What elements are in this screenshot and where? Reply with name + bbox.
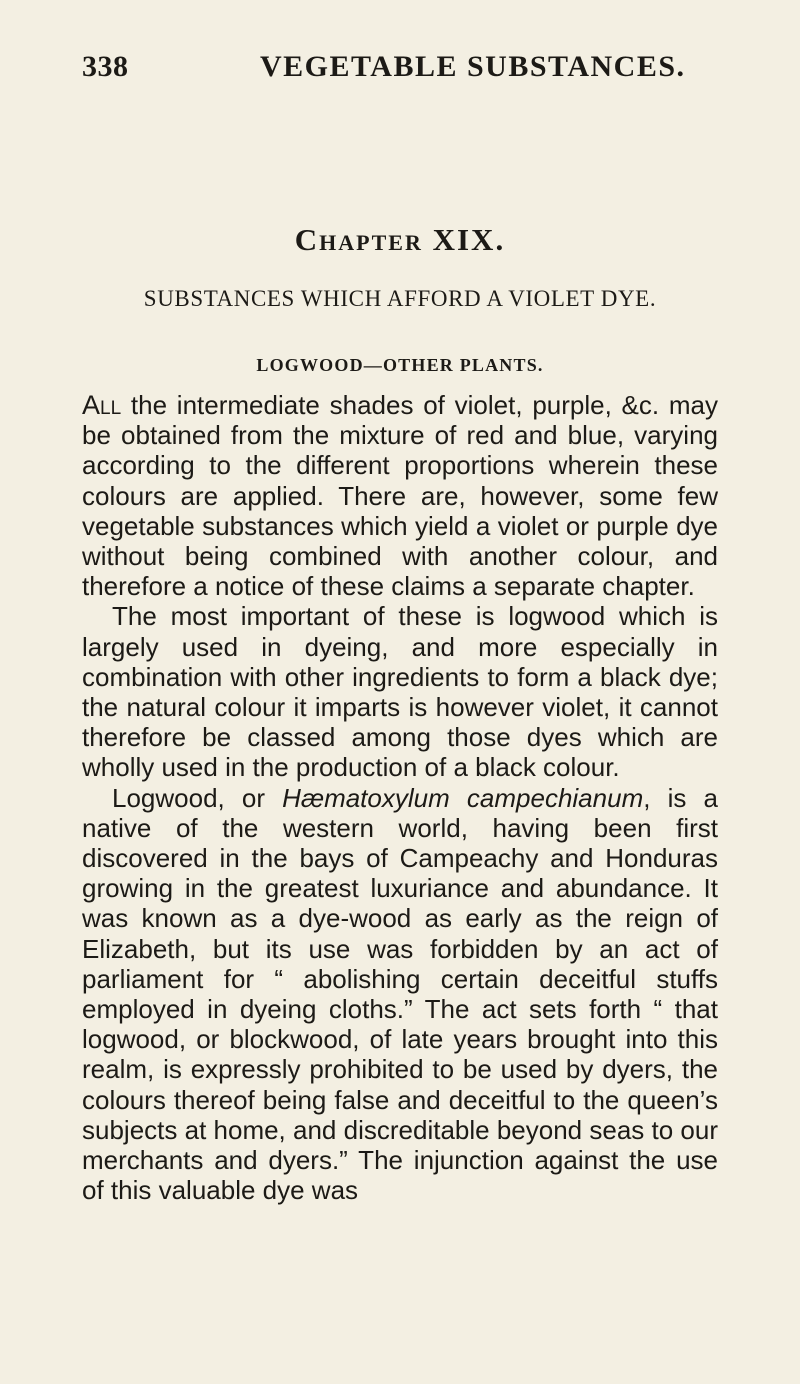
paragraph-3-end: injunction against the use of this valuable dye was xyxy=(82,1145,718,1206)
paragraph-2: The most important of these is logwood which is largely used in dyeing, and more especially in combination with other ingredients to form a black dye; the natural colour it imparts is however violet, it cannot therefore be classed among those dyes which are wholly used in the production of a black colour. xyxy=(82,601,718,783)
paragraph-3 xyxy=(82,783,718,1206)
section-heading: LOGWOOD—OTHER PLANTS. xyxy=(256,355,544,375)
species-name: Hæmatoxylum campechianum xyxy=(282,782,644,813)
body-text xyxy=(82,390,718,1205)
paragraph-1-lead: All xyxy=(82,390,122,420)
paragraph-1 xyxy=(82,390,718,601)
paragraph-3-text: , is a native of the western world, having been first discovered in the bays of Campeachy and Honduras growing in the greatest luxuriance and abundance. It was known as a dye-wood as early as the reign of Elizabeth, but its use was forbidden by an act of parliament for “ abolishing certain deceitful stuffs employed in dyeing cloths.” The act sets forth “ that logwood, or blockwood, of late years brought into this realm, is expressly prohibited to be used by dyers, the colours thereof being false and deceitful to the queen’s subjects at home, and discreditable beyond seas to our merchants and dyers.” The xyxy=(82,782,718,1176)
running-head xyxy=(82,50,722,90)
running-title: VEGETABLE SUBSTANCES. xyxy=(260,50,686,83)
chapter-heading: Chapter XIX. xyxy=(294,222,506,257)
chapter-subtitle: SUBSTANCES WHICH AFFORD A VIOLET DYE. xyxy=(143,286,657,311)
page-number: 338 xyxy=(82,50,129,83)
paragraph-3-start: Logwood, or xyxy=(112,782,283,813)
paragraph-1-text: the intermediate shades of violet, purple, &c. may be obtained from the mixture of red and blue, varying according to the different proportions wherein these colours are applied. There are, however, some few vegetable substances which yield a violet or purple dye without being combined with another colour, and therefore a notice of these claims a separate chapter. xyxy=(82,390,718,602)
